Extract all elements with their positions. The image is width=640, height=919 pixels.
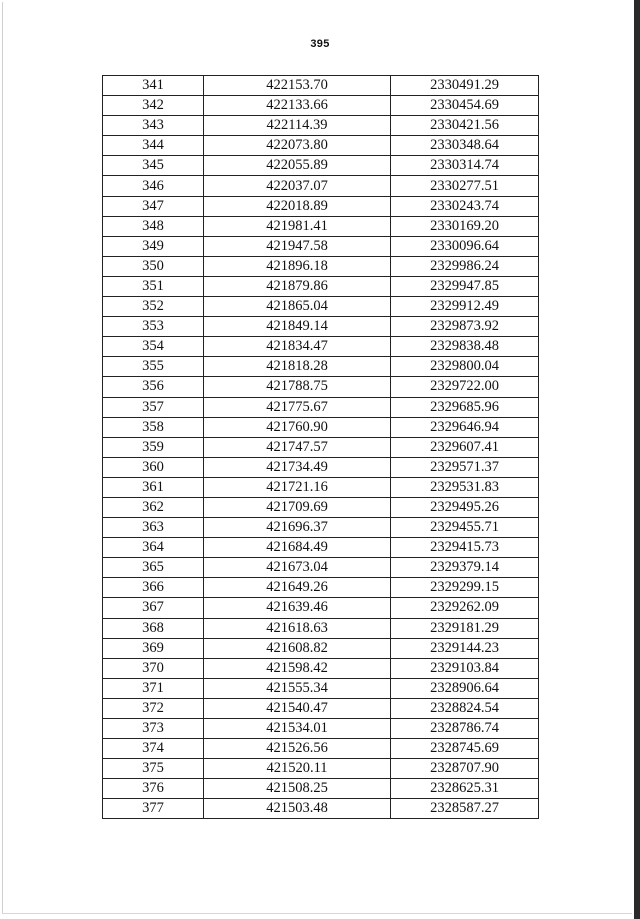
x-coordinate-cell: 421849.14 bbox=[204, 317, 391, 337]
y-coordinate-cell: 2328824.54 bbox=[391, 698, 539, 718]
table-row bbox=[103, 196, 539, 216]
point-number-cell: 355 bbox=[103, 357, 204, 377]
table-row bbox=[103, 799, 539, 819]
table-row bbox=[103, 618, 539, 638]
table-row bbox=[103, 719, 539, 739]
y-coordinate-cell: 2330491.29 bbox=[391, 76, 539, 96]
table-row bbox=[103, 96, 539, 116]
point-number-cell: 375 bbox=[103, 759, 204, 779]
y-coordinate-cell: 2329912.49 bbox=[391, 297, 539, 317]
table-row bbox=[103, 497, 539, 517]
table-row bbox=[103, 76, 539, 96]
x-coordinate-cell: 421540.47 bbox=[204, 698, 391, 718]
point-number-cell: 361 bbox=[103, 477, 204, 497]
point-number-cell: 359 bbox=[103, 437, 204, 457]
x-coordinate-cell: 421947.58 bbox=[204, 236, 391, 256]
y-coordinate-cell: 2329455.71 bbox=[391, 518, 539, 538]
y-coordinate-cell: 2329607.41 bbox=[391, 437, 539, 457]
table-row bbox=[103, 779, 539, 799]
table-row bbox=[103, 739, 539, 759]
x-coordinate-cell: 422114.39 bbox=[204, 116, 391, 136]
point-number-cell: 373 bbox=[103, 719, 204, 739]
point-number-cell: 377 bbox=[103, 799, 204, 819]
x-coordinate-cell: 421608.82 bbox=[204, 638, 391, 658]
table-row bbox=[103, 216, 539, 236]
point-number-cell: 363 bbox=[103, 518, 204, 538]
point-number-cell: 353 bbox=[103, 317, 204, 337]
table-row bbox=[103, 317, 539, 337]
x-coordinate-cell: 421503.48 bbox=[204, 799, 391, 819]
x-coordinate-cell: 421760.90 bbox=[204, 417, 391, 437]
point-number-cell: 357 bbox=[103, 397, 204, 417]
x-coordinate-cell: 421649.26 bbox=[204, 578, 391, 598]
table-row bbox=[103, 256, 539, 276]
table-row bbox=[103, 437, 539, 457]
table-row bbox=[103, 377, 539, 397]
x-coordinate-cell: 421865.04 bbox=[204, 297, 391, 317]
y-coordinate-cell: 2329571.37 bbox=[391, 457, 539, 477]
table-row bbox=[103, 337, 539, 357]
y-coordinate-cell: 2329531.83 bbox=[391, 477, 539, 497]
table-row bbox=[103, 236, 539, 256]
point-number-cell: 343 bbox=[103, 116, 204, 136]
x-coordinate-cell: 421709.69 bbox=[204, 497, 391, 517]
y-coordinate-cell: 2329299.15 bbox=[391, 578, 539, 598]
point-number-cell: 348 bbox=[103, 216, 204, 236]
x-coordinate-cell: 422055.89 bbox=[204, 156, 391, 176]
y-coordinate-cell: 2329495.26 bbox=[391, 497, 539, 517]
table-row bbox=[103, 759, 539, 779]
y-coordinate-cell: 2329262.09 bbox=[391, 598, 539, 618]
x-coordinate-cell: 421981.41 bbox=[204, 216, 391, 236]
point-number-cell: 366 bbox=[103, 578, 204, 598]
x-coordinate-cell: 421734.49 bbox=[204, 457, 391, 477]
y-coordinate-cell: 2328906.64 bbox=[391, 678, 539, 698]
point-number-cell: 365 bbox=[103, 558, 204, 578]
x-coordinate-cell: 422018.89 bbox=[204, 196, 391, 216]
point-number-cell: 350 bbox=[103, 256, 204, 276]
table-row bbox=[103, 658, 539, 678]
x-coordinate-cell: 421834.47 bbox=[204, 337, 391, 357]
table-row bbox=[103, 538, 539, 558]
table-row bbox=[103, 397, 539, 417]
point-number-cell: 346 bbox=[103, 176, 204, 196]
point-number-cell: 358 bbox=[103, 417, 204, 437]
point-number-cell: 376 bbox=[103, 779, 204, 799]
y-coordinate-cell: 2329379.14 bbox=[391, 558, 539, 578]
point-number-cell: 352 bbox=[103, 297, 204, 317]
y-coordinate-cell: 2329838.48 bbox=[391, 337, 539, 357]
y-coordinate-cell: 2330421.56 bbox=[391, 116, 539, 136]
y-coordinate-cell: 2330096.64 bbox=[391, 236, 539, 256]
y-coordinate-cell: 2330314.74 bbox=[391, 156, 539, 176]
x-coordinate-cell: 422153.70 bbox=[204, 76, 391, 96]
table-row bbox=[103, 678, 539, 698]
x-coordinate-cell: 421618.63 bbox=[204, 618, 391, 638]
y-coordinate-cell: 2329986.24 bbox=[391, 256, 539, 276]
table-row bbox=[103, 116, 539, 136]
y-coordinate-cell: 2329415.73 bbox=[391, 538, 539, 558]
point-number-cell: 354 bbox=[103, 337, 204, 357]
x-coordinate-cell: 421684.49 bbox=[204, 538, 391, 558]
table-row bbox=[103, 457, 539, 477]
point-number-cell: 341 bbox=[103, 76, 204, 96]
table-row bbox=[103, 176, 539, 196]
y-coordinate-cell: 2329722.00 bbox=[391, 377, 539, 397]
x-coordinate-cell: 421555.34 bbox=[204, 678, 391, 698]
point-number-cell: 368 bbox=[103, 618, 204, 638]
y-coordinate-cell: 2329685.96 bbox=[391, 397, 539, 417]
y-coordinate-cell: 2330169.20 bbox=[391, 216, 539, 236]
point-number-cell: 371 bbox=[103, 678, 204, 698]
x-coordinate-cell: 421639.46 bbox=[204, 598, 391, 618]
point-number-cell: 356 bbox=[103, 377, 204, 397]
table-row bbox=[103, 698, 539, 718]
x-coordinate-cell: 421673.04 bbox=[204, 558, 391, 578]
point-number-cell: 344 bbox=[103, 136, 204, 156]
y-coordinate-cell: 2329181.29 bbox=[391, 618, 539, 638]
x-coordinate-cell: 421818.28 bbox=[204, 357, 391, 377]
table-row bbox=[103, 357, 539, 377]
page-number: 395 bbox=[310, 38, 330, 50]
y-coordinate-cell: 2328745.69 bbox=[391, 739, 539, 759]
point-number-cell: 345 bbox=[103, 156, 204, 176]
point-number-cell: 349 bbox=[103, 236, 204, 256]
y-coordinate-cell: 2328707.90 bbox=[391, 759, 539, 779]
x-coordinate-cell: 421598.42 bbox=[204, 658, 391, 678]
point-number-cell: 362 bbox=[103, 497, 204, 517]
x-coordinate-cell: 421788.75 bbox=[204, 377, 391, 397]
table-row bbox=[103, 598, 539, 618]
y-coordinate-cell: 2329103.84 bbox=[391, 658, 539, 678]
table-row bbox=[103, 417, 539, 437]
coordinate-table bbox=[102, 75, 539, 819]
x-coordinate-cell: 421534.01 bbox=[204, 719, 391, 739]
point-number-cell: 347 bbox=[103, 196, 204, 216]
y-coordinate-cell: 2329947.85 bbox=[391, 276, 539, 296]
table-row bbox=[103, 558, 539, 578]
point-number-cell: 364 bbox=[103, 538, 204, 558]
x-coordinate-cell: 421520.11 bbox=[204, 759, 391, 779]
x-coordinate-cell: 421747.57 bbox=[204, 437, 391, 457]
x-coordinate-cell: 422073.80 bbox=[204, 136, 391, 156]
scan-edge bbox=[634, 0, 640, 919]
y-coordinate-cell: 2330243.74 bbox=[391, 196, 539, 216]
x-coordinate-cell: 421526.56 bbox=[204, 739, 391, 759]
x-coordinate-cell: 421775.67 bbox=[204, 397, 391, 417]
y-coordinate-cell: 2329873.92 bbox=[391, 317, 539, 337]
y-coordinate-cell: 2328587.27 bbox=[391, 799, 539, 819]
y-coordinate-cell: 2329144.23 bbox=[391, 638, 539, 658]
x-coordinate-cell: 421879.86 bbox=[204, 276, 391, 296]
x-coordinate-cell: 422133.66 bbox=[204, 96, 391, 116]
x-coordinate-cell: 421896.18 bbox=[204, 256, 391, 276]
x-coordinate-cell: 421721.16 bbox=[204, 477, 391, 497]
y-coordinate-cell: 2329646.94 bbox=[391, 417, 539, 437]
table-row bbox=[103, 156, 539, 176]
table-row bbox=[103, 638, 539, 658]
y-coordinate-cell: 2328786.74 bbox=[391, 719, 539, 739]
y-coordinate-cell: 2328625.31 bbox=[391, 779, 539, 799]
table-row bbox=[103, 578, 539, 598]
y-coordinate-cell: 2330454.69 bbox=[391, 96, 539, 116]
coordinate-table-body bbox=[103, 76, 539, 819]
point-number-cell: 374 bbox=[103, 739, 204, 759]
point-number-cell: 370 bbox=[103, 658, 204, 678]
point-number-cell: 367 bbox=[103, 598, 204, 618]
point-number-cell: 369 bbox=[103, 638, 204, 658]
table-row bbox=[103, 477, 539, 497]
point-number-cell: 351 bbox=[103, 276, 204, 296]
point-number-cell: 372 bbox=[103, 698, 204, 718]
y-coordinate-cell: 2330277.51 bbox=[391, 176, 539, 196]
table-row bbox=[103, 518, 539, 538]
table-row bbox=[103, 297, 539, 317]
point-number-cell: 360 bbox=[103, 457, 204, 477]
x-coordinate-cell: 421508.25 bbox=[204, 779, 391, 799]
x-coordinate-cell: 421696.37 bbox=[204, 518, 391, 538]
table-row bbox=[103, 276, 539, 296]
point-number-cell: 342 bbox=[103, 96, 204, 116]
table-row bbox=[103, 136, 539, 156]
x-coordinate-cell: 422037.07 bbox=[204, 176, 391, 196]
y-coordinate-cell: 2329800.04 bbox=[391, 357, 539, 377]
y-coordinate-cell: 2330348.64 bbox=[391, 136, 539, 156]
